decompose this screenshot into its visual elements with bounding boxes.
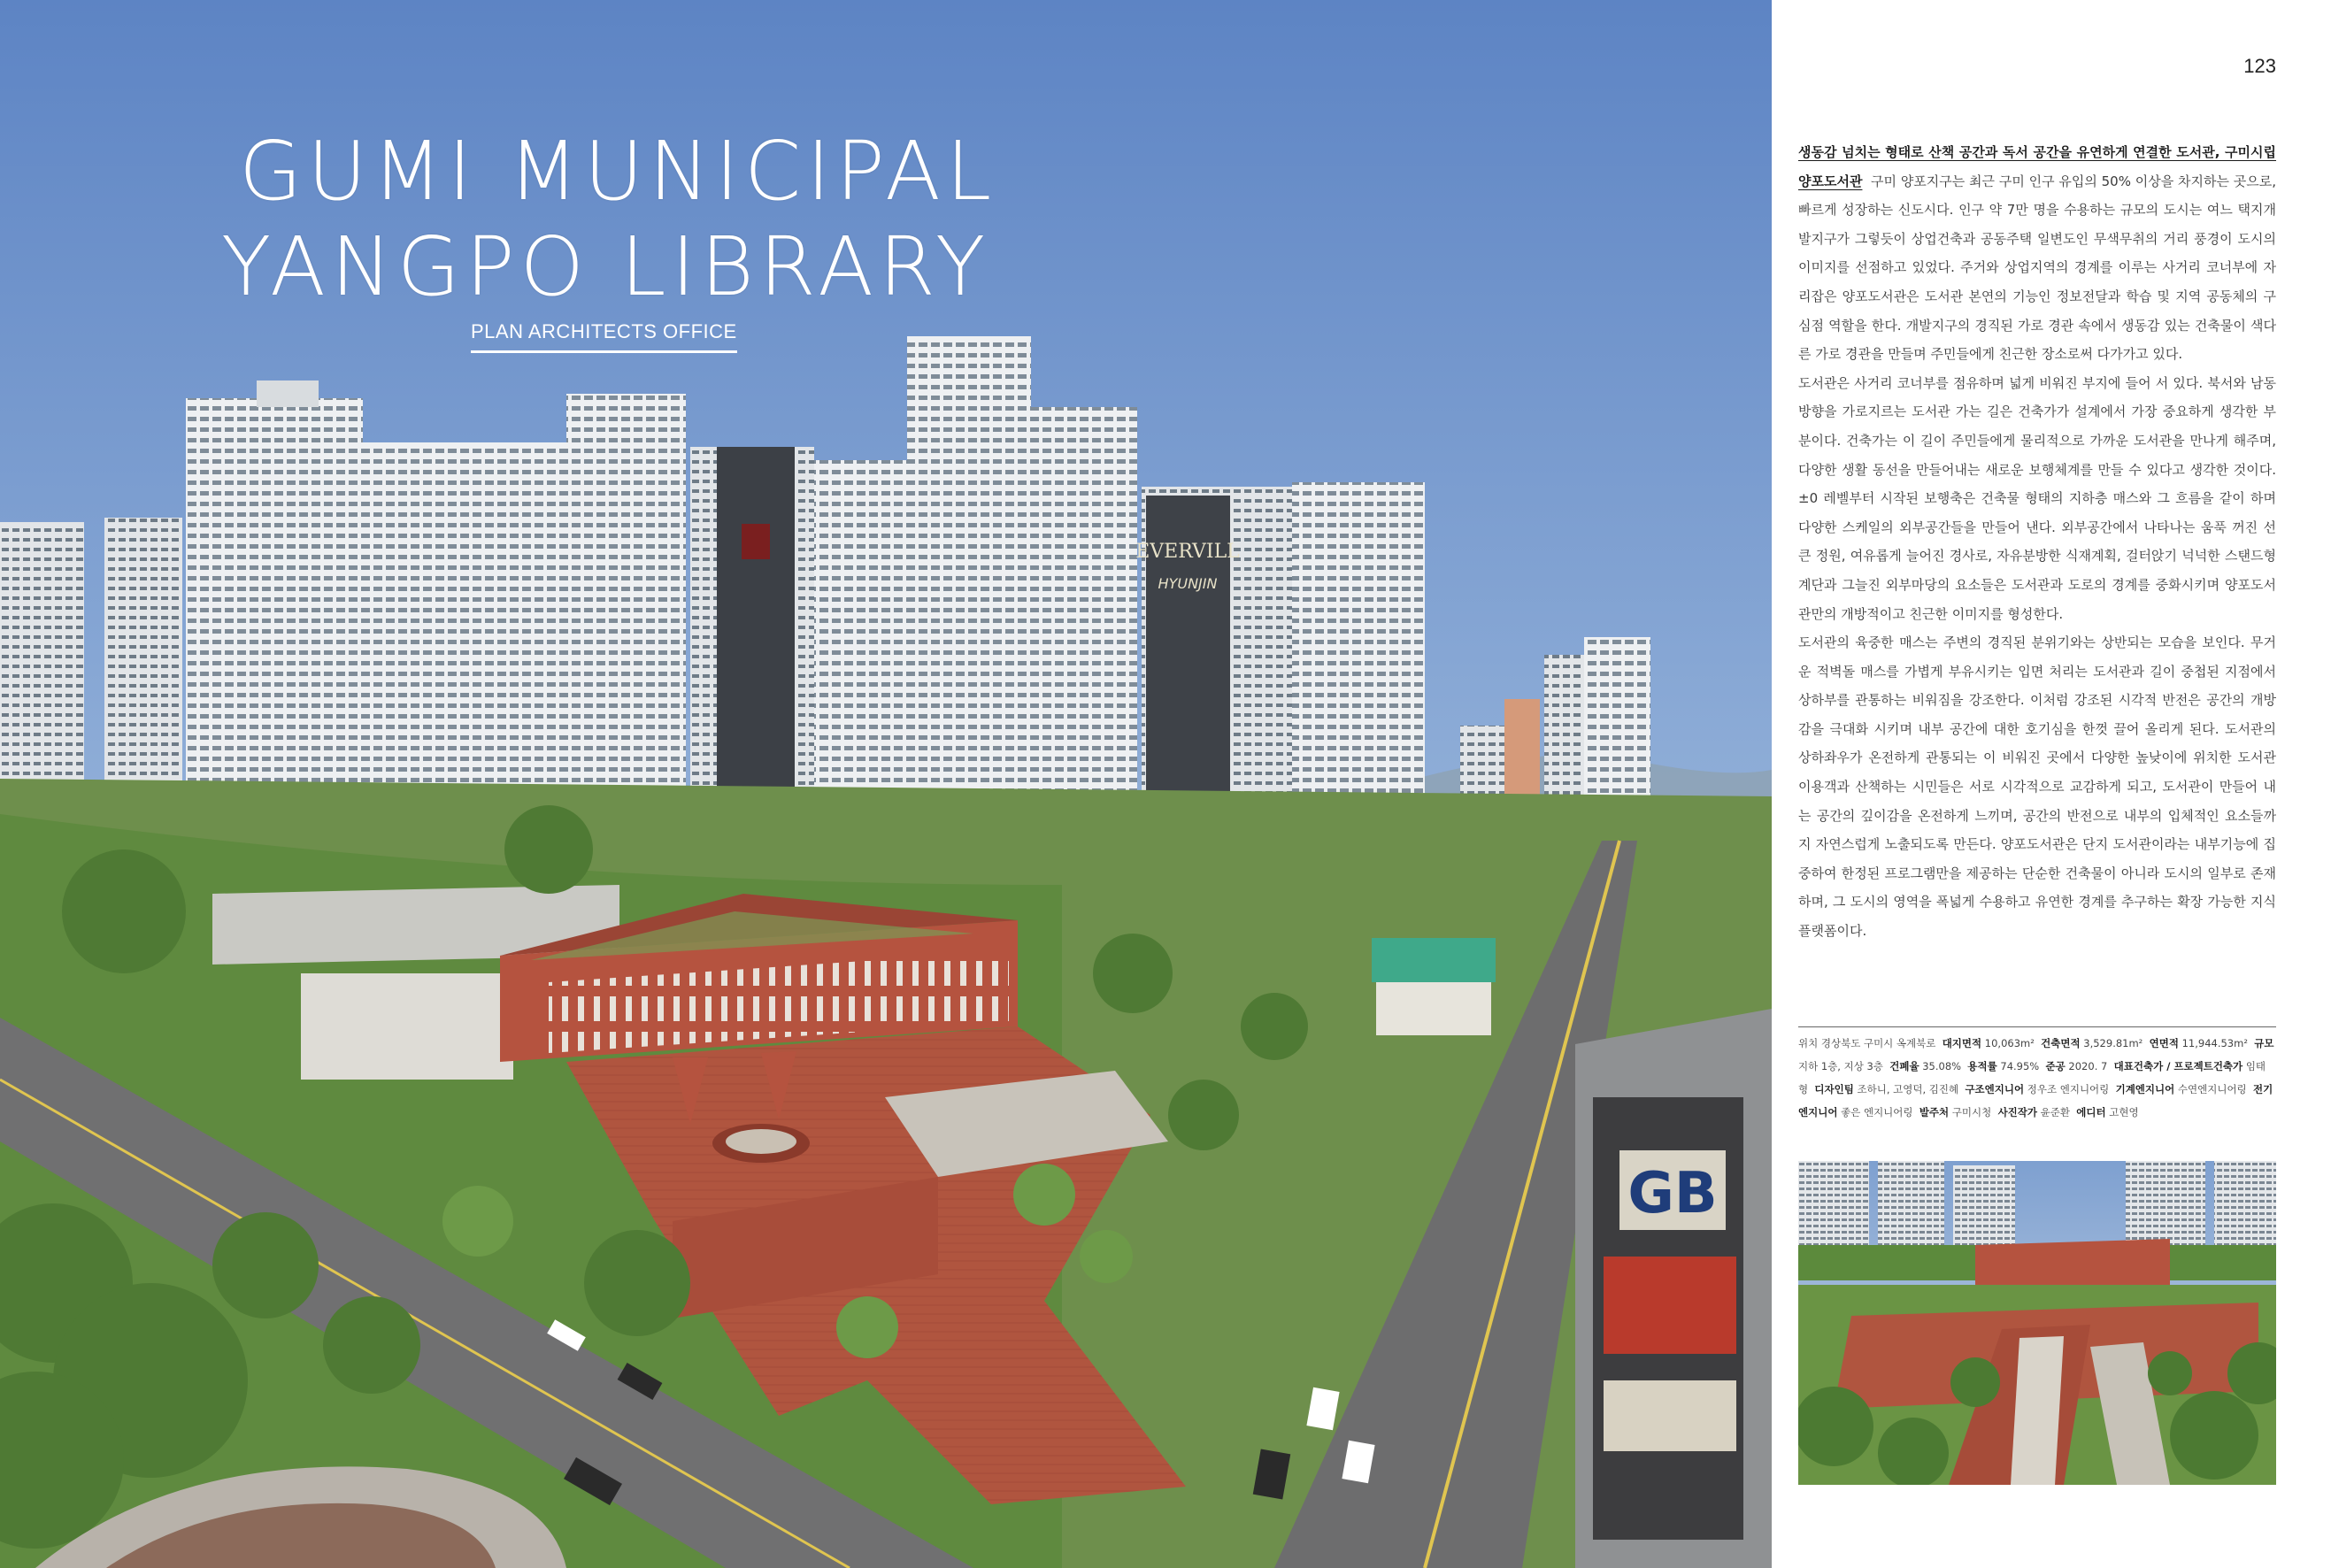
info-site-area: 10,063m² <box>1984 1037 2035 1049</box>
info-floor-area: 11,944.53m² <box>2181 1037 2248 1049</box>
evervill-sign: EVERVILL <box>1135 541 1240 563</box>
info-bcr-label: 건폐율 <box>1889 1060 1919 1072</box>
info-electrical: 좋은 엔지니어링 <box>1841 1106 1913 1118</box>
page-number: 123 <box>2243 55 2276 77</box>
info-building-area: 3,529.81m² <box>2083 1037 2143 1049</box>
info-completion-label: 준공 <box>2045 1060 2066 1072</box>
info-photographer: 윤준환 <box>2040 1106 2070 1118</box>
info-photographer-label: 사진작가 <box>1997 1106 2037 1118</box>
info-structural: 정우조 엔지니어링 <box>2027 1083 2110 1095</box>
info-floor-area-label: 연면적 <box>2149 1037 2179 1049</box>
info-scale: 지하 1층, 지상 3층 <box>1798 1060 1883 1072</box>
info-architect-label: 대표건축가 / 프로젝트건축가 <box>2113 1060 2243 1072</box>
info-electrical-label: 전기엔지니어 <box>1798 1083 2273 1118</box>
info-site-area-label: 대지면적 <box>1942 1037 1982 1049</box>
info-far: 74.95% <box>2000 1060 2040 1072</box>
info-scale-label: 규모 <box>2254 1037 2274 1049</box>
info-completion: 2020. 7 <box>2068 1060 2108 1072</box>
info-divider <box>1798 1026 2276 1027</box>
info-design-team-label: 디자인팀 <box>1814 1083 1854 1095</box>
project-info <box>1798 1032 2276 1124</box>
info-structural-label: 구조엔지니어 <box>1965 1083 2025 1095</box>
paragraph-2: 도서관은 사거리 코너부를 점유하며 넓게 비워진 부지에 들어 서 있다. 북서와 남동 방향을 가로지르는 도서관 가는 길은 건축가가 설계에서 가장 중요하게 생각한 부분이다. 건축가는 이 길이 주민들에게 물리적으로 가까운 도서관을 만나게 해주며, 다양한 생활 동선을 만들어내는 새로운 보행체계를 만들 수 있다고 생각한 것이다. ±0 레벨부터 시작된 보행축은 건축물 형태의 지하층 매스와 그 흐름을 같이 하며 다양한 스케일의 외부공간들을 만들어 낸다. 외부공간에서 나타나는 움푹 꺼진 선큰 정원, 여유롭게 늘어진 경사로, 자유분방한 식재계획, 걸터앉기 넉넉한 스탠드형 계단과 그늘진 외부마당의 요소들은 도서관과 도로의 경계를 중화시키며 양포도서관만의 개방적이고 친근한 이미지를 형성한다. <box>1798 374 2276 622</box>
info-bcr: 35.08% <box>1922 1060 1962 1072</box>
info-mechanical: 수연엔지니어링 <box>2177 1083 2247 1095</box>
info-location: 경상북도 구미시 옥계북로 <box>1820 1037 1936 1049</box>
paragraph-1 <box>1798 138 2276 369</box>
info-design-team: 조하니, 고영덕, 김진혜 <box>1857 1083 1959 1095</box>
info-architect: 임태형 <box>1798 1060 2266 1095</box>
article-title <box>221 124 996 315</box>
info-editor: 고현영 <box>2109 1106 2139 1118</box>
article-headline: 생동감 넘치는 형태로 산책 공간과 독서 공간을 유연하게 연결한 도서관, 구미시립 양포도서관 <box>1798 144 2276 189</box>
info-far-label: 용적률 <box>1967 1060 1997 1072</box>
text-panel <box>1772 0 2331 1568</box>
hyunjin-sign: HYUNJIN <box>1158 575 1218 592</box>
info-client: 구미시청 <box>1951 1106 1992 1118</box>
info-location-label: 위치 <box>1798 1037 1819 1049</box>
architect-credit: PLAN ARCHITECTS OFFICE <box>471 320 737 353</box>
info-mechanical-label: 기계엔지니어 <box>2115 1083 2175 1095</box>
title-line-2: YANGPO LIBRARY <box>221 219 991 314</box>
billboard-sign: GB <box>1627 1161 1718 1226</box>
info-client-label: 발주처 <box>1919 1106 1950 1118</box>
info-building-area-label: 건축면적 <box>2041 1037 2081 1049</box>
library-plaza-photo <box>1798 1161 2276 1485</box>
article-body <box>1798 138 2276 946</box>
paragraph-3: 도서관의 육중한 매스는 주변의 경직된 분위기와는 상반되는 모습을 보인다. 무거운 적벽돌 매스를 가볍게 부유시키는 입면 처리는 도서관과 길이 중첩된 지점에서 상하부를 관통하는 비워짐을 강조한다. 이처럼 강조된 시각적 반전은 공간의 개방감을 극대화 시키며 내부 공간에 대한 호기심을 한껏 끌어 올리게 된다. 도서관의 상하좌우가 온전하게 관통되는 이 비워진 곳에서 다양한 높낮이에 위치한 도서관 이용객과 산책하는 시민들은 서로 시각적으로 교감하게 되고, 도서관이 만들어 내는 공간의 깊이감을 온전하게 느끼며, 공간의 반전으로 내부의 입체적인 요소들까지 자연스럽게 노출되도록 만든다. 양포도서관은 단지 도서관이라는 내부기능에 집중하여 한정된 프로그램만을 제공하는 단순한 건축물이 아니라 도시의 일부로 존재하며, 그 도시의 영역을 폭넓게 수용하고 유연한 경계를 추구하는 확장 가능한 지식 플랫폼이다. <box>1798 634 2276 940</box>
thumbnail-photo <box>1798 1161 2276 1485</box>
info-editor-label: 에디터 <box>2076 1106 2106 1118</box>
paragraph-1-text: 구미 양포지구는 최근 구미 인구 유입의 50% 이상을 차지하는 곳으로, 빠르게 성장하는 신도시다. 인구 약 7만 명을 수용하는 규모의 도시는 여느 택지개발지구가 그렇듯이 상업건축과 공동주택 일변도인 무색무취의 거리 풍경이 도시의 이미지를 선점하고 있었다. 주거와 상업지역의 경계를 이루는 사거리 코너부에 자리잡은 양포도서관은 도서관 본연의 기능인 정보전달과 학습 및 지역 공동체의 구심점 역할을 한다. 개발지구의 경직된 가로 경관 속에서 생동감 있는 건축물이 색다른 가로 경관을 만들며 주민들에게 친근한 장소로써 다가가고 있다. <box>1798 173 2277 363</box>
title-line-1: GUMI MUNICIPAL <box>239 124 997 219</box>
